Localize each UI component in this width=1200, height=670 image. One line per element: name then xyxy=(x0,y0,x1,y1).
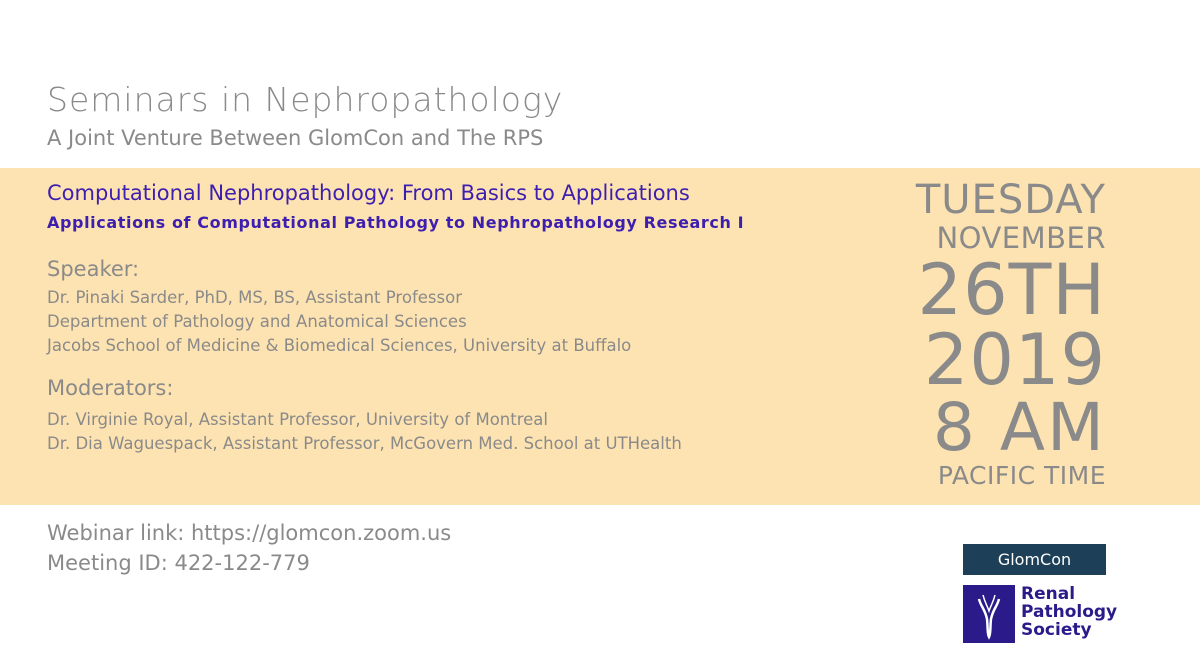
event-time: 8 AM xyxy=(932,389,1106,466)
event-month: NOVEMBER xyxy=(936,221,1106,255)
moderator-line: Dr. Dia Waguespack, Assistant Professor, McGovern Med. School at UTHealth xyxy=(47,434,682,453)
speaker-line: Dr. Pinaki Sarder, PhD, MS, BS, Assistant Professor xyxy=(47,288,462,307)
moderator-line: Dr. Virginie Royal, Assistant Professor, University of Montreal xyxy=(47,410,548,429)
seminar-series-title: Seminars in Nephropathology xyxy=(47,80,564,119)
glomcon-logo: GlomCon xyxy=(963,544,1106,575)
rps-line: Pathology xyxy=(1021,602,1118,622)
rps-emblem-icon xyxy=(963,585,1015,643)
event-date-block xyxy=(915,177,1106,490)
seminar-title: Computational Nephropathology: From Basics to Applications xyxy=(47,181,690,205)
rps-line: Society xyxy=(1021,620,1092,640)
moderators-heading: Moderators: xyxy=(47,376,174,400)
webinar-link[interactable]: Webinar link: https://glomcon.zoom.us xyxy=(47,521,452,545)
speaker-line: Department of Pathology and Anatomical Sciences xyxy=(47,312,467,331)
speaker-heading: Speaker: xyxy=(47,257,140,281)
rps-wordmark xyxy=(1021,585,1117,639)
rps-line: Renal xyxy=(1021,584,1076,604)
event-year: 2019 xyxy=(923,319,1106,401)
seminar-subtitle: Applications of Computational Pathology to Nephropathology Research I xyxy=(47,213,745,232)
rps-logo xyxy=(963,584,1118,643)
speaker-line: Jacobs School of Medicine & Biomedical Sciences, University at Buffalo xyxy=(47,336,632,355)
seminar-series-subtitle: A Joint Venture Between GlomCon and The RPS xyxy=(47,126,544,150)
event-date: 26TH xyxy=(917,249,1106,331)
event-day: TUESDAY xyxy=(915,177,1106,223)
event-timezone: PACIFIC TIME xyxy=(937,461,1106,490)
meeting-id: Meeting ID: 422-122-779 xyxy=(47,551,310,575)
